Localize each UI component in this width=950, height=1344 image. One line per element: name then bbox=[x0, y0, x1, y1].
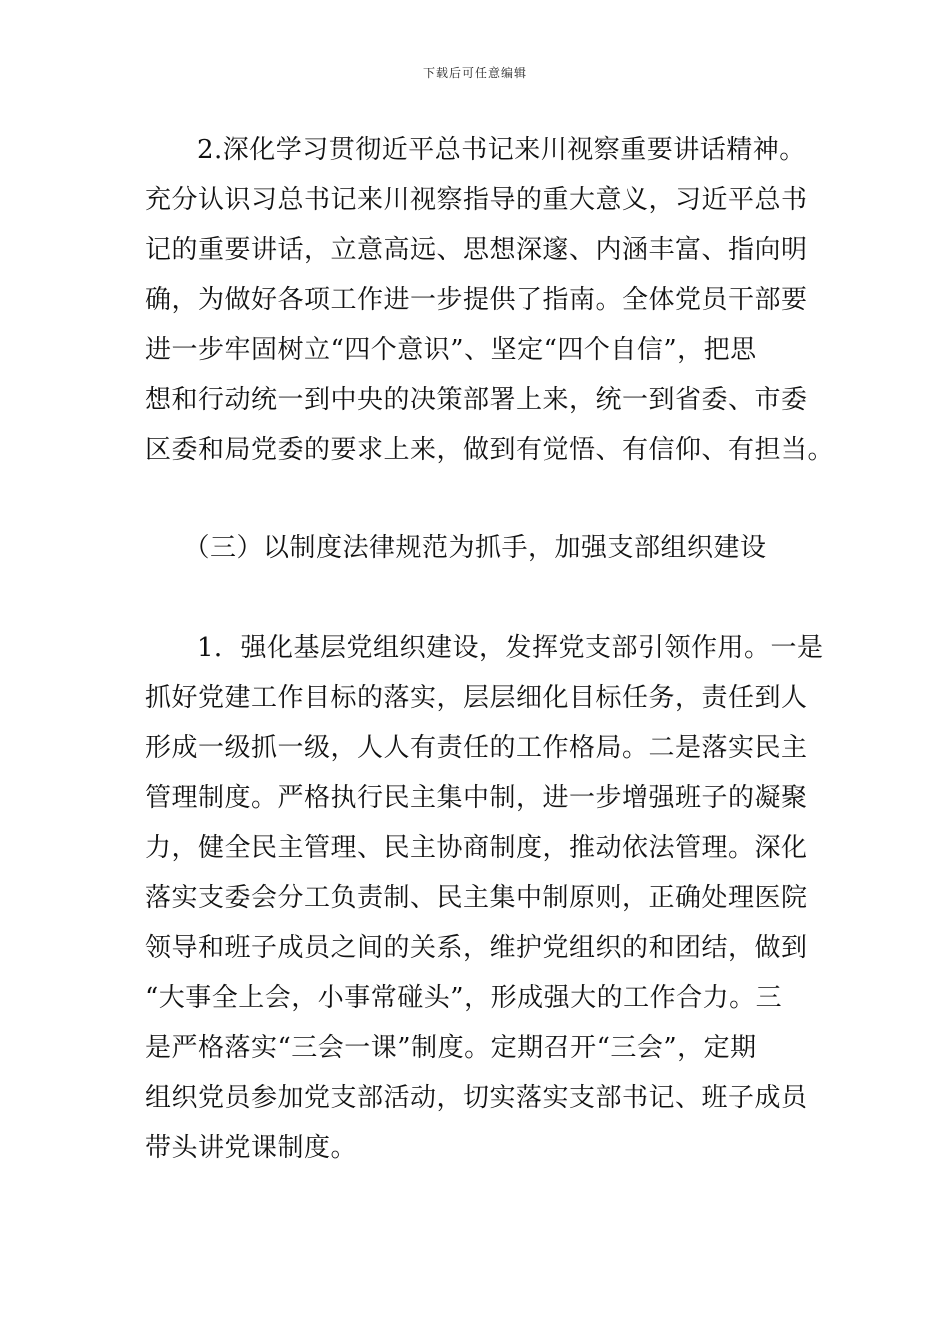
paragraph-line: 领导和班子成员之间的关系，维护党组织的和团结，做到 bbox=[145, 933, 808, 963]
paragraph-line: “大事全上会，小事常碰头”，形成强大的工作合力。三 bbox=[145, 983, 783, 1013]
section-heading: （三）以制度法律规范为抓手，加强支部组织建设 bbox=[183, 533, 767, 563]
paragraph-line: 形成一级抓一级，人人有责任的工作格局。二是落实民主 bbox=[145, 733, 808, 763]
paragraph-line: 是严格落实“三会一课”制度。定期召开“三会”，定期 bbox=[145, 1033, 757, 1063]
paragraph-line: 带头讲党课制度。 bbox=[145, 1133, 358, 1163]
paragraph-line: 确，为做好各项工作进一步提供了指南。全体党员干部要 bbox=[145, 285, 808, 315]
paragraph-line: 1．强化基层党组织建设，发挥党支部引领作用。一是 bbox=[197, 633, 824, 663]
paragraph-line: 充分认识习总书记来川视察指导的重大意义，习近平总书 bbox=[145, 185, 808, 215]
paragraph-line: 记的重要讲话，立意高远、思想深邃、内涵丰富、指向明 bbox=[145, 235, 808, 265]
paragraph-line: 想和行动统一到中央的决策部署上来，统一到省委、市委 bbox=[145, 385, 808, 415]
header-note: 下载后可任意编辑 bbox=[422, 66, 527, 80]
paragraph-line: 管理制度。严格执行民主集中制，进一步增强班子的凝聚 bbox=[145, 783, 808, 813]
paragraph-line: 抓好党建工作目标的落实，层层细化目标任务，责任到人 bbox=[145, 683, 808, 713]
paragraph-line: 组织党员参加党支部活动，切实落实支部书记、班子成员 bbox=[145, 1083, 808, 1113]
paragraph-line: 落实支委会分工负责制、民主集中制原则，正确处理医院 bbox=[145, 883, 808, 913]
paragraph-line: 力，健全民主管理、民主协商制度，推动依法管理。深化 bbox=[145, 833, 808, 863]
paragraph-line: 进一步牢固树立“四个意识”、坚定“四个自信”，把思 bbox=[145, 335, 757, 365]
paragraph-line: 区委和局党委的要求上来，做到有觉悟、有信仰、有担当。 bbox=[145, 435, 835, 465]
paragraph-line: 2.深化学习贯彻近平总书记来川视察重要讲话精神。 bbox=[197, 135, 806, 165]
